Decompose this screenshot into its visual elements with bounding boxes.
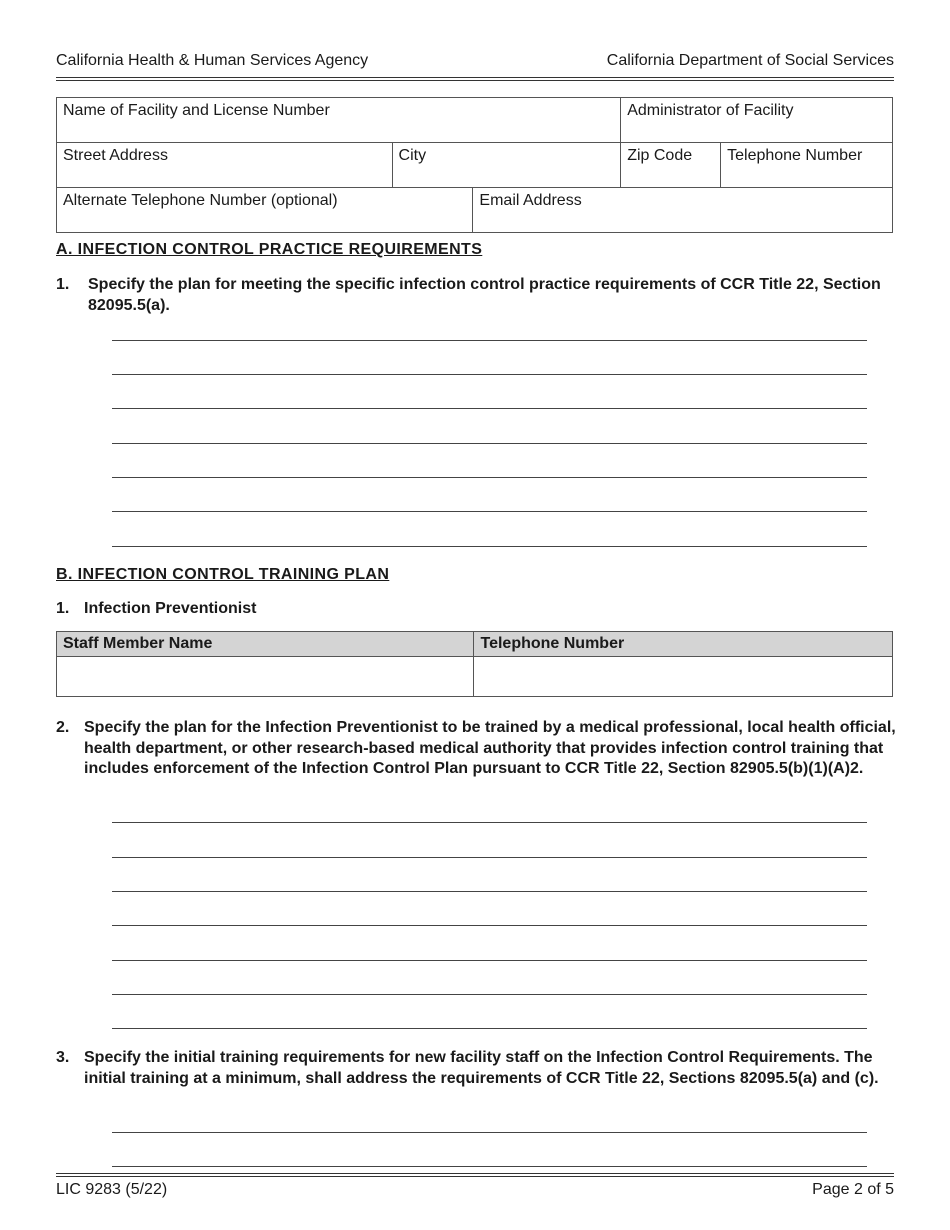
question-number: 1. (56, 276, 70, 293)
answer-line[interactable] (112, 857, 867, 858)
administrator-label: Administrator of Facility (627, 102, 794, 119)
facility-info-table (56, 97, 893, 233)
footer-divider (56, 1173, 894, 1177)
answer-line[interactable] (112, 443, 867, 444)
form-id: LIC 9283 (5/22) (56, 1181, 168, 1198)
answer-line[interactable] (112, 925, 867, 926)
answer-line[interactable] (112, 1166, 867, 1167)
answer-line[interactable] (112, 408, 867, 409)
question-text: Specify the plan for meeting the specific infection control practice requirements of CCR Title 22, Section 82095.5(a). (88, 276, 881, 314)
question-number: 2. (56, 719, 70, 736)
answer-line[interactable] (112, 546, 867, 547)
zip-code-field[interactable] (621, 143, 721, 188)
infection-preventionist-table (56, 631, 893, 697)
email-field[interactable] (473, 188, 893, 233)
city-label: City (398, 147, 427, 164)
question-text: Specify the plan for the Infection Preventionist to be trained by a medical professional, local health official, health department, or other research-based medical authority that provides infection control training that includes enforcement of the Infection Control Plan pursuant to CCR Title 22, Section 82905.5(b)(1)(A)2. (84, 719, 896, 777)
alt-telephone-field[interactable] (57, 188, 473, 233)
section-b-title: B. INFECTION CONTROL TRAINING PLAN (56, 566, 390, 583)
street-address-label: Street Address (63, 147, 168, 164)
section-a-title: A. INFECTION CONTROL PRACTICE REQUIREMENTS (56, 241, 483, 258)
answer-line[interactable] (112, 477, 867, 478)
answer-line[interactable] (112, 374, 867, 375)
question-number: 1. (56, 600, 70, 617)
header-divider (56, 77, 894, 81)
answer-line[interactable] (112, 891, 867, 892)
staff-phone-header: Telephone Number (474, 632, 893, 657)
telephone-field[interactable] (721, 143, 893, 188)
question-text: Specify the initial training requirements for new facility staff on the Infection Control Requirements. The initial training at a minimum, shall address the requirements of CCR Title 22, Sections 82095.5(a) and (c). (84, 1049, 879, 1087)
question-number: 3. (56, 1049, 70, 1066)
answer-line[interactable] (112, 994, 867, 995)
telephone-label: Telephone Number (727, 147, 863, 164)
department-name: California Department of Social Services (606, 52, 894, 69)
answer-line[interactable] (112, 1132, 867, 1133)
facility-name-label: Name of Facility and License Number (63, 102, 330, 119)
staff-phone-input[interactable] (474, 657, 893, 697)
alt-telephone-label: Alternate Telephone Number (optional) (63, 192, 338, 209)
staff-name-header: Staff Member Name (57, 632, 474, 657)
street-address-field[interactable] (57, 143, 393, 188)
staff-name-input[interactable] (57, 657, 474, 697)
question-text: Infection Preventionist (84, 600, 257, 617)
answer-line[interactable] (112, 511, 867, 512)
answer-line[interactable] (112, 960, 867, 961)
zip-code-label: Zip Code (627, 147, 693, 164)
facility-name-field[interactable] (57, 98, 621, 143)
administrator-field[interactable] (621, 98, 893, 143)
answer-line[interactable] (112, 822, 867, 823)
answer-line[interactable] (112, 340, 867, 341)
page-number: Page 2 of 5 (812, 1181, 894, 1198)
email-label: Email Address (479, 192, 582, 209)
city-field[interactable] (392, 143, 621, 188)
agency-name: California Health & Human Services Agency (56, 52, 369, 69)
answer-line[interactable] (112, 1028, 867, 1029)
